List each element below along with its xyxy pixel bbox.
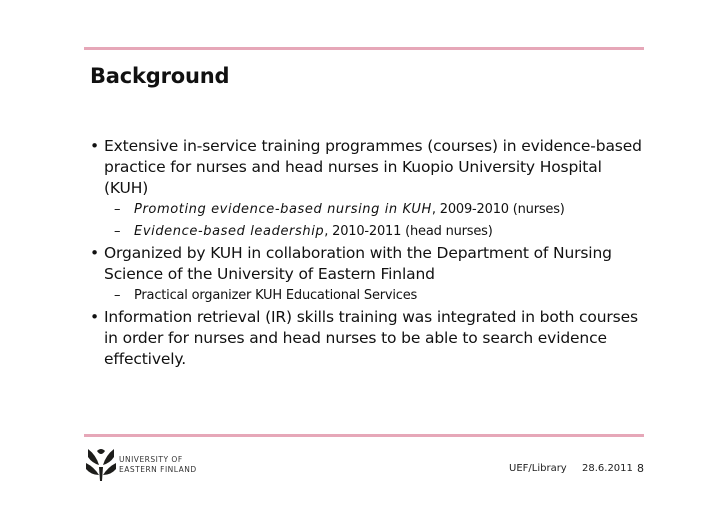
logo-line-2: EASTERN FINLAND [119,465,197,474]
dash-icon: – [114,224,121,239]
logo-text [119,455,197,475]
sub-item [90,287,650,305]
bullet-item [90,136,650,199]
sub-item [90,201,650,219]
sub-item-text: , 2010-2011 (head nurses) [324,224,493,239]
bullet-item [90,307,650,370]
sub-item-text: , 2009-2010 (nurses) [431,202,565,217]
bullet-icon: • [90,244,99,262]
bullet-icon: • [90,137,99,155]
sub-item-emphasis: Promoting evidence-based nursing in KUH [134,202,432,217]
footer-organization: UEF/Library [509,463,567,474]
footer-divider [84,434,644,437]
bullet-text: Information retrieval (IR) skills training was integrated in both courses in order for nurses and head nurses to be able to search evidence effectively. [104,308,638,368]
bullet-item [90,243,650,285]
top-divider [84,47,644,50]
sub-item-text: Practical organizer KUH Educational Services [134,288,418,303]
sub-item [90,223,650,241]
dash-icon: – [114,288,121,303]
dash-icon: – [114,202,121,217]
page-number: 8 [637,462,644,475]
slide-body [90,136,650,370]
bullet-icon: • [90,308,99,326]
sub-item-emphasis: Evidence-based leadership [134,224,325,239]
bullet-text: Extensive in-service training programmes (courses) in evidence-based practice for nurses and head nurses in Kuopio University Hospital (KUH) [104,137,642,197]
slide-title: Background [90,64,230,88]
bullet-text: Organized by KUH in collaboration with the Department of Nursing Science of the University of Eastern Finland [104,244,612,283]
logo-line-1: UNIVERSITY OF [119,455,183,464]
footer-date: 28.6.2011 [582,463,633,474]
